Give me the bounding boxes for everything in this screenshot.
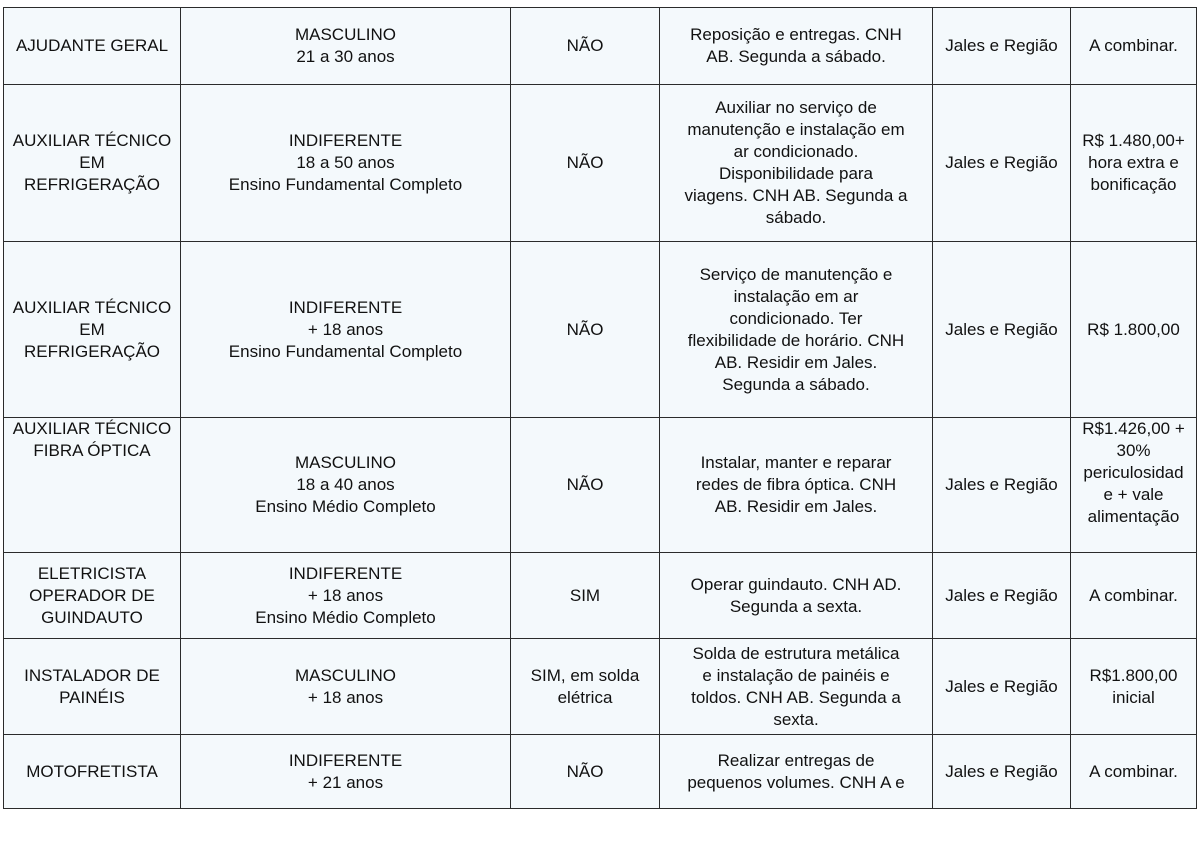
profile-line: INDIFERENTE xyxy=(288,131,403,150)
salary-line: alimentação xyxy=(1087,507,1180,526)
experience-line: NÃO xyxy=(566,761,604,781)
job-title-cell xyxy=(4,85,181,242)
salary-cell xyxy=(1071,85,1197,242)
experience-cell xyxy=(511,242,660,418)
job-title-line: AUXILIAR TÉCNICO xyxy=(12,131,172,150)
job-title-cell xyxy=(4,8,181,85)
job-title-line: REFRIGERAÇÃO xyxy=(23,341,161,361)
salary-line: periculosidad xyxy=(1083,463,1184,482)
profile-line: Ensino Médio Completo xyxy=(255,497,436,516)
location-line: Jales e Região xyxy=(945,36,1058,55)
experience-cell xyxy=(511,85,660,242)
salary-cell xyxy=(1071,735,1197,809)
description-line: Segunda a sexta. xyxy=(729,596,863,616)
description-line: Realizar entregas de xyxy=(717,750,875,770)
location-line: Jales e Região xyxy=(945,319,1058,339)
location-cell xyxy=(933,85,1071,242)
job-title-line: OPERADOR DE xyxy=(29,585,155,605)
salary-line: A combinar. xyxy=(1089,36,1178,55)
experience-line: NÃO xyxy=(566,319,604,339)
description-line: toldos. CNH AB. Segunda a xyxy=(691,687,901,707)
profile-line: 18 a 50 anos xyxy=(296,153,395,172)
location-line: Jales e Região xyxy=(945,676,1058,696)
experience-cell xyxy=(511,553,660,639)
experience-cell xyxy=(511,418,660,553)
table-row xyxy=(4,242,1197,418)
salary-line: hora extra e xyxy=(1088,153,1179,172)
job-title-line: EM xyxy=(79,153,105,172)
experience-cell xyxy=(511,8,660,85)
job-title-line: AJUDANTE GERAL xyxy=(15,36,169,55)
experience-line: NÃO xyxy=(566,153,604,172)
table-row xyxy=(4,639,1197,735)
description-cell xyxy=(660,639,933,735)
profile-line: MASCULINO xyxy=(294,453,397,472)
salary-cell xyxy=(1071,553,1197,639)
location-line: Jales e Região xyxy=(945,475,1058,494)
description-cell xyxy=(660,8,933,85)
profile-cell xyxy=(181,735,511,809)
job-title-line: EM xyxy=(79,319,105,339)
experience-line: SIM xyxy=(569,585,601,605)
salary-cell xyxy=(1071,418,1197,553)
location-cell xyxy=(933,639,1071,735)
description-line: AB. Residir em Jales. xyxy=(714,352,878,372)
profile-line: Ensino Médio Completo xyxy=(255,607,436,627)
description-cell xyxy=(660,735,933,809)
location-cell xyxy=(933,418,1071,553)
description-cell xyxy=(660,418,933,553)
description-line: manutenção e instalação em xyxy=(687,120,905,139)
salary-line: inicial xyxy=(1112,687,1155,707)
salary-line: R$ 1.800,00 xyxy=(1087,319,1180,339)
job-title-cell xyxy=(4,553,181,639)
location-line: Jales e Região xyxy=(945,153,1058,172)
description-line: pequenos volumes. CNH A e xyxy=(687,772,905,792)
description-line: e instalação de painéis e xyxy=(702,665,890,685)
description-line: Segunda a sábado. xyxy=(722,374,870,394)
job-title-cell xyxy=(4,242,181,418)
description-line: sexta. xyxy=(773,709,819,729)
profile-cell xyxy=(181,418,511,553)
profile-line: + 18 anos xyxy=(307,585,384,605)
job-title-cell xyxy=(4,418,181,553)
experience-line: NÃO xyxy=(566,36,604,55)
job-title-line: REFRIGERAÇÃO xyxy=(23,175,161,194)
location-cell xyxy=(933,8,1071,85)
description-line: AB. Segunda a sábado. xyxy=(706,47,886,66)
job-title-line: AUXILIAR TÉCNICO xyxy=(12,297,172,317)
experience-line: elétrica xyxy=(557,687,613,707)
salary-line: bonificação xyxy=(1090,175,1177,194)
profile-cell xyxy=(181,85,511,242)
salary-line: A combinar. xyxy=(1089,761,1178,781)
experience-line: NÃO xyxy=(566,475,604,494)
salary-cell xyxy=(1071,639,1197,735)
location-cell xyxy=(933,242,1071,418)
job-listings-body xyxy=(4,8,1197,809)
description-line: ar condicionado. xyxy=(733,142,859,161)
salary-line: 30% xyxy=(1116,441,1151,460)
description-line: instalação em ar xyxy=(733,286,859,306)
profile-line: Ensino Fundamental Completo xyxy=(228,341,463,361)
page-bottom-margin xyxy=(0,812,1200,847)
profile-cell xyxy=(181,553,511,639)
description-cell xyxy=(660,553,933,639)
description-cell xyxy=(660,242,933,418)
experience-cell xyxy=(511,735,660,809)
table-row xyxy=(4,8,1197,85)
job-listings-table xyxy=(3,7,1197,809)
description-line: condicionado. Ter xyxy=(729,308,863,328)
description-line: redes de fibra óptica. CNH xyxy=(695,475,897,494)
table-row xyxy=(4,85,1197,242)
salary-line: R$ 1.480,00+ xyxy=(1082,131,1185,150)
description-line: Solda de estrutura metálica xyxy=(692,643,900,663)
experience-cell xyxy=(511,639,660,735)
table-row xyxy=(4,418,1197,553)
job-title-line: PAINÉIS xyxy=(59,687,125,707)
description-line: AB. Residir em Jales. xyxy=(714,497,878,516)
salary-line: e + vale xyxy=(1103,485,1164,504)
profile-line: INDIFERENTE xyxy=(288,563,403,583)
salary-line: R$1.800,00 xyxy=(1089,665,1178,685)
description-line: Auxiliar no serviço de xyxy=(715,98,877,117)
job-title-cell xyxy=(4,735,181,809)
location-cell xyxy=(933,553,1071,639)
location-line: Jales e Região xyxy=(945,585,1058,605)
salary-cell xyxy=(1071,242,1197,418)
description-line: viagens. CNH AB. Segunda a xyxy=(684,186,908,205)
salary-cell xyxy=(1071,8,1197,85)
profile-cell xyxy=(181,8,511,85)
description-line: Reposição e entregas. CNH xyxy=(690,25,902,44)
profile-line: 21 a 30 anos xyxy=(296,47,395,66)
job-title-cell xyxy=(4,639,181,735)
profile-line: INDIFERENTE xyxy=(288,750,403,770)
description-line: Operar guindauto. CNH AD. xyxy=(690,574,902,594)
table-row xyxy=(4,553,1197,639)
salary-line: A combinar. xyxy=(1089,585,1178,605)
profile-line: INDIFERENTE xyxy=(288,297,403,317)
job-title-line: AUXILIAR TÉCNICO xyxy=(12,419,172,438)
job-title-line: INSTALADOR DE xyxy=(24,665,160,685)
location-cell xyxy=(933,735,1071,809)
description-cell xyxy=(660,85,933,242)
description-line: Instalar, manter e reparar xyxy=(700,453,892,472)
description-line: Disponibilidade para xyxy=(718,164,874,183)
job-title-line: FIBRA ÓPTICA xyxy=(33,441,151,460)
profile-line: MASCULINO xyxy=(294,665,397,685)
description-line: sábado. xyxy=(765,208,827,227)
profile-cell xyxy=(181,639,511,735)
profile-line: MASCULINO xyxy=(294,25,397,44)
salary-line: R$1.426,00 + xyxy=(1082,419,1185,438)
job-title-line: GUINDAUTO xyxy=(41,607,143,627)
profile-line: + 18 anos xyxy=(307,319,384,339)
profile-line: + 18 anos xyxy=(307,687,384,707)
description-line: Serviço de manutenção e xyxy=(699,264,893,284)
profile-line: Ensino Fundamental Completo xyxy=(228,175,463,194)
experience-line: SIM, em solda xyxy=(530,665,640,685)
table-row xyxy=(4,735,1197,809)
profile-cell xyxy=(181,242,511,418)
profile-line: 18 a 40 anos xyxy=(296,475,395,494)
location-line: Jales e Região xyxy=(945,761,1058,781)
profile-line: + 21 anos xyxy=(307,772,384,792)
job-title-line: MOTOFRETISTA xyxy=(26,761,158,781)
job-title-line: ELETRICISTA xyxy=(37,563,147,583)
description-line: flexibilidade de horário. CNH xyxy=(687,330,905,350)
